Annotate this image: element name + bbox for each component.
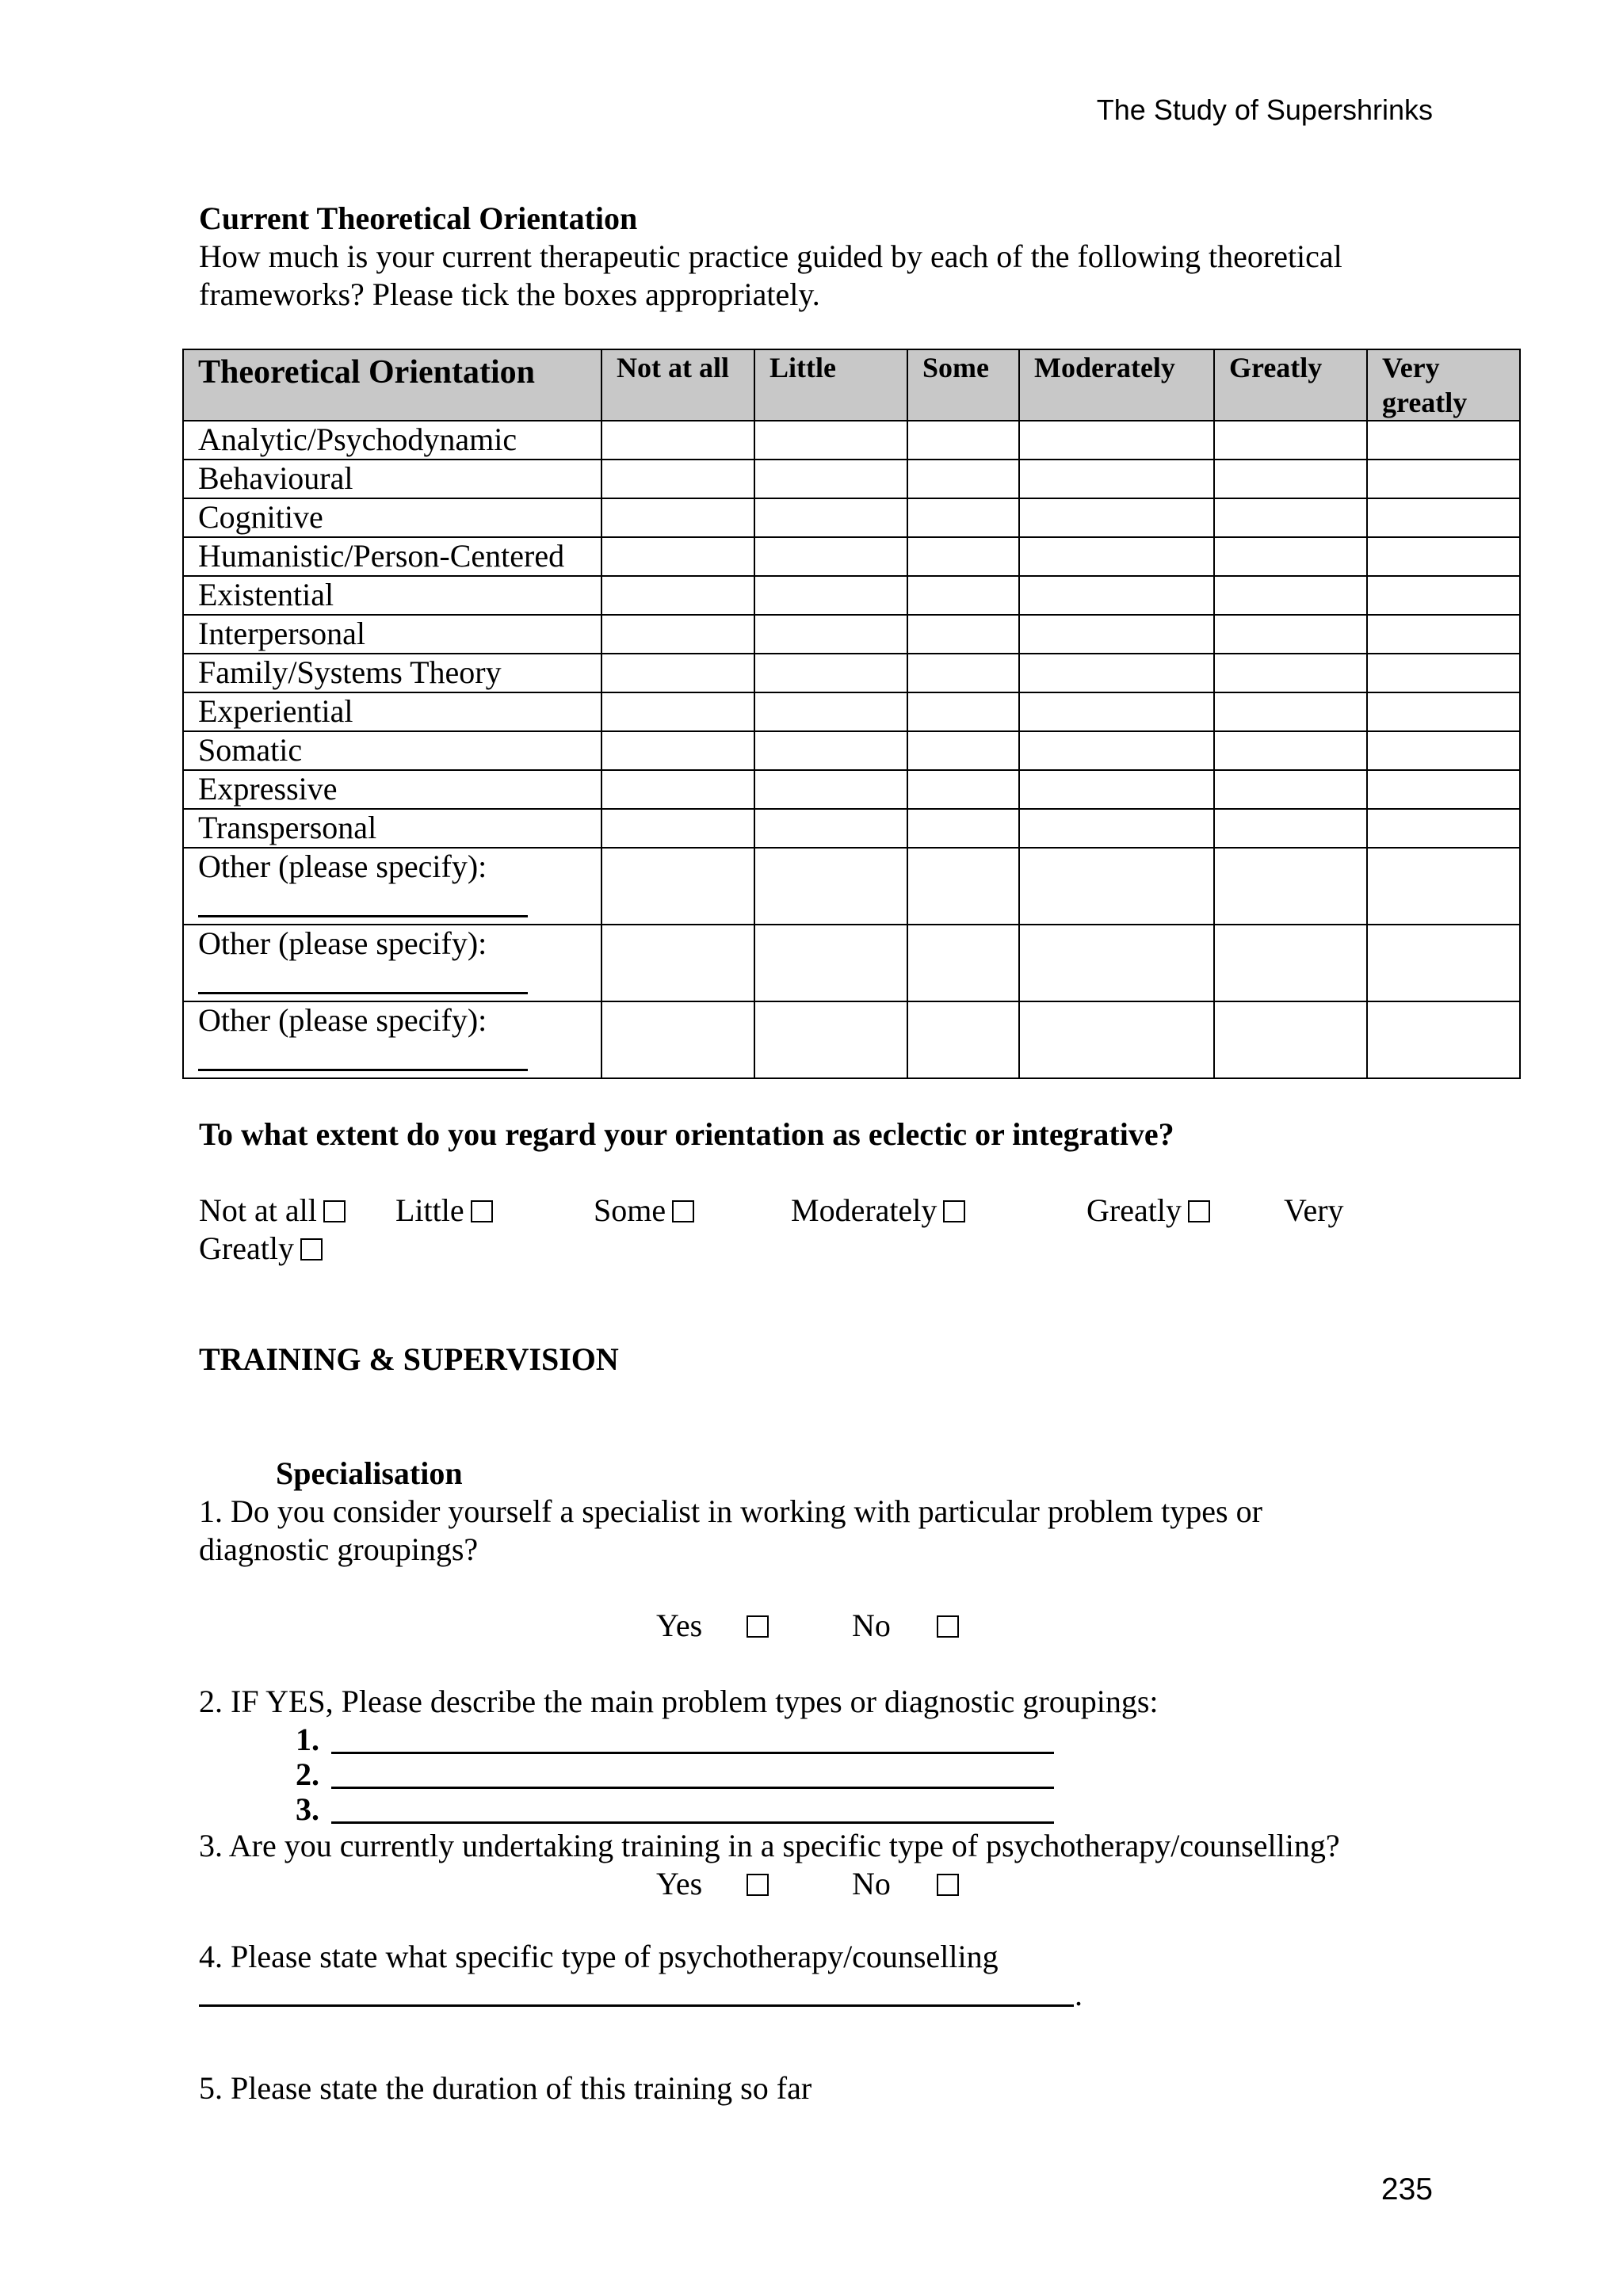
rating-cell[interactable]	[1214, 770, 1367, 809]
rating-cell[interactable]	[1019, 809, 1214, 848]
orientation-label	[183, 692, 601, 731]
question-1-line-2: diagnostic groupings?	[199, 1531, 479, 1567]
option-label: Little	[395, 1192, 464, 1228]
checkbox[interactable]	[1188, 1200, 1210, 1222]
rating-cell[interactable]	[1019, 460, 1214, 498]
row-label: Experiential	[198, 693, 353, 729]
table-row	[183, 848, 1520, 925]
rating-cell[interactable]	[601, 925, 754, 1001]
section-title: Current Theoretical Orientation	[199, 200, 638, 236]
no-label: No	[852, 1608, 891, 1643]
table-row	[183, 537, 1520, 576]
rating-cell[interactable]	[1214, 460, 1367, 498]
orientation-label	[183, 809, 601, 848]
option-label: Moderately	[791, 1192, 938, 1228]
rating-cell[interactable]	[754, 576, 907, 615]
column-header: Moderately	[1019, 349, 1214, 421]
rating-cell[interactable]	[601, 576, 754, 615]
checkbox[interactable]	[672, 1200, 694, 1222]
rating-cell[interactable]	[1367, 848, 1520, 925]
column-header: Not at all	[601, 349, 754, 421]
checkbox[interactable]	[323, 1200, 346, 1222]
row-label: Other (please specify):	[198, 849, 487, 884]
eclectic-option-label: Very	[1284, 1192, 1344, 1228]
rating-cell[interactable]	[1214, 1001, 1367, 1078]
rating-cell[interactable]	[1019, 615, 1214, 654]
rating-cell[interactable]	[1367, 770, 1520, 809]
column-header: Some	[907, 349, 1019, 421]
rating-cell[interactable]	[754, 421, 907, 460]
rating-cell[interactable]	[907, 537, 1019, 576]
rating-cell[interactable]	[754, 809, 907, 848]
eclectic-option	[395, 1192, 493, 1230]
intro-line-2: frameworks? Please tick the boxes appropriately.	[199, 277, 820, 312]
table-row	[183, 692, 1520, 731]
orientation-label	[183, 537, 601, 576]
rating-cell[interactable]	[907, 576, 1019, 615]
rating-cell[interactable]	[1367, 537, 1520, 576]
page-number: 235	[1381, 2172, 1433, 2206]
orientation-label	[183, 615, 601, 654]
specialisation-subheading: Specialisation	[276, 1455, 463, 1491]
question-4: 4. Please state what specific type of psychotherapy/counselling	[199, 1939, 999, 1974]
row-label: Existential	[198, 577, 334, 612]
rating-cell[interactable]	[907, 809, 1019, 848]
eclectic-option	[791, 1192, 965, 1230]
rating-cell[interactable]	[1367, 692, 1520, 731]
rating-cell[interactable]	[601, 537, 754, 576]
rating-cell[interactable]	[1019, 770, 1214, 809]
orientation-label	[183, 731, 601, 770]
table-row	[183, 615, 1520, 654]
table-row	[183, 809, 1520, 848]
checkbox[interactable]	[300, 1238, 323, 1261]
rating-cell[interactable]	[754, 654, 907, 692]
q3-no	[852, 1865, 959, 1903]
eclectic-option	[1086, 1192, 1210, 1230]
rating-cell[interactable]	[907, 654, 1019, 692]
rating-cell[interactable]	[601, 770, 754, 809]
running-header: The Study of Supershrinks	[1096, 93, 1433, 126]
rating-cell[interactable]	[601, 731, 754, 770]
rating-cell[interactable]	[601, 460, 754, 498]
rating-cell[interactable]	[1019, 848, 1214, 925]
rating-cell[interactable]	[601, 692, 754, 731]
row-label: Cognitive	[198, 499, 323, 535]
checkbox[interactable]	[943, 1200, 965, 1222]
column-header: Theoretical Orientation	[183, 349, 601, 421]
rating-cell[interactable]	[1019, 731, 1214, 770]
orientation-label	[183, 848, 601, 925]
rating-cell[interactable]	[1019, 576, 1214, 615]
rating-cell[interactable]	[907, 1001, 1019, 1078]
rating-cell[interactable]	[1367, 654, 1520, 692]
table-row	[183, 654, 1520, 692]
rating-cell[interactable]	[1214, 692, 1367, 731]
column-header: Little	[754, 349, 907, 421]
rating-cell[interactable]	[601, 809, 754, 848]
rating-cell[interactable]	[907, 770, 1019, 809]
q3-yes	[656, 1865, 769, 1903]
table-row	[183, 770, 1520, 809]
yes-label: Yes	[656, 1608, 703, 1643]
rating-cell[interactable]	[1367, 1001, 1520, 1078]
rating-cell[interactable]	[1367, 460, 1520, 498]
yes-label: Yes	[656, 1866, 703, 1901]
answer-line[interactable]	[331, 1787, 1054, 1789]
checkbox[interactable]	[471, 1200, 493, 1222]
rating-cell[interactable]	[754, 615, 907, 654]
row-label: Humanistic/Person-Centered	[198, 538, 565, 574]
row-label: Interpersonal	[198, 616, 366, 651]
list-number: 1.	[296, 1722, 319, 1757]
orientation-label	[183, 421, 601, 460]
specify-line[interactable]	[198, 1069, 528, 1071]
answer-line[interactable]	[199, 2004, 1074, 2007]
rating-cell[interactable]	[1214, 925, 1367, 1001]
checkbox[interactable]	[937, 1615, 959, 1638]
row-label: Other (please specify):	[198, 1002, 487, 1038]
row-label: Analytic/Psychodynamic	[198, 421, 517, 457]
rating-cell[interactable]	[907, 925, 1019, 1001]
eclectic-option	[594, 1192, 694, 1230]
eclectic-option	[199, 1192, 346, 1230]
rating-cell[interactable]	[1367, 615, 1520, 654]
rating-cell[interactable]	[754, 770, 907, 809]
rating-cell[interactable]	[754, 460, 907, 498]
rating-cell[interactable]	[1019, 537, 1214, 576]
q1-no	[852, 1607, 959, 1645]
rating-cell[interactable]	[601, 615, 754, 654]
option-label: Greatly	[199, 1230, 294, 1266]
specify-line[interactable]	[198, 992, 528, 994]
rating-cell[interactable]	[754, 537, 907, 576]
column-header: Greatly	[1214, 349, 1367, 421]
rating-cell[interactable]	[1367, 421, 1520, 460]
no-label: No	[852, 1866, 891, 1901]
question-1-line-1: 1. Do you consider yourself a specialist in working with particular problem types or	[199, 1493, 1262, 1529]
option-label: Greatly	[1086, 1192, 1182, 1228]
orientation-label	[183, 460, 601, 498]
rating-cell[interactable]	[1214, 809, 1367, 848]
checkbox[interactable]	[937, 1874, 959, 1896]
question-3: 3. Are you currently undertaking training in a specific type of psychotherapy/counselling?	[199, 1828, 1340, 1863]
answer-line[interactable]	[331, 1752, 1054, 1754]
column-header: Very greatly	[1367, 349, 1520, 421]
rating-cell[interactable]	[907, 615, 1019, 654]
q1-yes	[656, 1607, 769, 1645]
question-2: 2. IF YES, Please describe the main problem types or diagnostic groupings:	[199, 1684, 1159, 1719]
rating-cell[interactable]	[907, 692, 1019, 731]
option-label: Some	[594, 1192, 666, 1228]
rating-cell[interactable]	[1214, 537, 1367, 576]
rating-cell[interactable]	[1019, 1001, 1214, 1078]
rating-cell[interactable]	[1214, 848, 1367, 925]
rating-cell[interactable]	[1214, 654, 1367, 692]
orientation-label	[183, 498, 601, 537]
rating-cell[interactable]	[1214, 731, 1367, 770]
rating-cell[interactable]	[907, 498, 1019, 537]
rating-cell[interactable]	[601, 421, 754, 460]
table-row	[183, 1001, 1520, 1078]
question-5: 5. Please state the duration of this training so far	[199, 2070, 812, 2106]
rating-cell[interactable]	[1019, 498, 1214, 537]
option-label: Not at all	[199, 1192, 317, 1228]
table-row	[183, 731, 1520, 770]
training-heading: TRAINING & SUPERVISION	[199, 1341, 619, 1377]
rating-cell[interactable]	[1019, 692, 1214, 731]
rating-cell[interactable]	[1214, 576, 1367, 615]
row-label: Behavioural	[198, 460, 353, 496]
rating-cell[interactable]	[1367, 925, 1520, 1001]
table-row	[183, 498, 1520, 537]
table-row	[183, 460, 1520, 498]
rating-cell[interactable]	[601, 1001, 754, 1078]
rating-cell[interactable]	[1214, 615, 1367, 654]
table-row	[183, 421, 1520, 460]
list-number: 2.	[296, 1756, 319, 1792]
eclectic-option	[199, 1230, 323, 1268]
rating-cell[interactable]	[907, 460, 1019, 498]
rating-cell[interactable]	[754, 692, 907, 731]
row-label: Somatic	[198, 732, 303, 768]
rating-cell[interactable]	[1019, 925, 1214, 1001]
checkbox[interactable]	[747, 1615, 769, 1638]
table-row	[183, 576, 1520, 615]
orientation-label	[183, 576, 601, 615]
orientation-table	[182, 349, 1521, 1079]
rating-cell[interactable]	[1214, 421, 1367, 460]
checkbox[interactable]	[747, 1874, 769, 1896]
rating-cell[interactable]	[1019, 421, 1214, 460]
rating-cell[interactable]	[754, 848, 907, 925]
rating-cell[interactable]	[754, 1001, 907, 1078]
orientation-label	[183, 770, 601, 809]
row-label: Other (please specify):	[198, 925, 487, 961]
rating-cell[interactable]	[1367, 731, 1520, 770]
rating-cell[interactable]	[907, 421, 1019, 460]
rating-cell[interactable]	[1367, 498, 1520, 537]
row-label: Expressive	[198, 771, 338, 807]
rating-cell[interactable]	[1367, 576, 1520, 615]
rating-cell[interactable]	[601, 848, 754, 925]
specify-line[interactable]	[198, 915, 528, 917]
rating-cell[interactable]	[1214, 498, 1367, 537]
rating-cell[interactable]	[601, 654, 754, 692]
orientation-label	[183, 654, 601, 692]
answer-line[interactable]	[331, 1821, 1054, 1824]
rating-cell[interactable]	[754, 498, 907, 537]
rating-cell[interactable]	[754, 925, 907, 1001]
row-label: Transpersonal	[198, 810, 377, 845]
rating-cell[interactable]	[907, 731, 1019, 770]
intro-line-1: How much is your current therapeutic practice guided by each of the following theoretical	[199, 238, 1342, 274]
table-header-row	[183, 349, 1520, 421]
orientation-label	[183, 925, 601, 1001]
rating-cell[interactable]	[601, 498, 754, 537]
list-number: 3.	[296, 1791, 319, 1827]
row-label: Family/Systems Theory	[198, 654, 502, 690]
orientation-label	[183, 1001, 601, 1078]
rating-cell[interactable]	[754, 731, 907, 770]
rating-cell[interactable]	[1367, 809, 1520, 848]
eclectic-question: To what extent do you regard your orientation as eclectic or integrative?	[199, 1116, 1174, 1152]
question-4-period: .	[1075, 1977, 1083, 2012]
rating-cell[interactable]	[1019, 654, 1214, 692]
table-row	[183, 925, 1520, 1001]
rating-cell[interactable]	[907, 848, 1019, 925]
